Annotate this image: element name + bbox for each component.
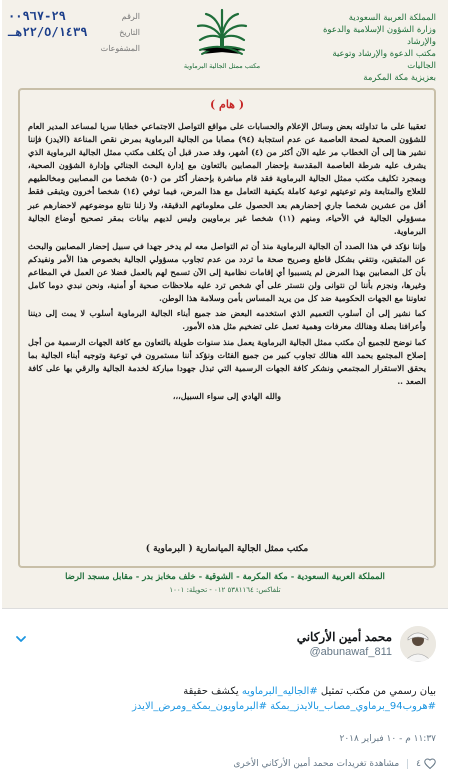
tweet-text	[14, 684, 436, 714]
tweet-actions	[233, 758, 436, 769]
avatar-icon	[400, 626, 436, 662]
ministry-line: بعزيزية مكة المكرمة	[363, 73, 436, 83]
like-button[interactable]	[416, 758, 436, 769]
author-name[interactable]: محمد أمين الأركاني	[296, 630, 392, 644]
attachments-row	[8, 40, 140, 56]
reference-block	[8, 8, 140, 56]
reference-number-row	[8, 8, 140, 24]
footer-address: المملكة العربية السعودية - مكة المكرمة - الشوقية - خلف مخابز بدر - مقابل مسجد الرضا	[65, 572, 385, 582]
letter-scan	[2, 0, 448, 609]
reference-date-row	[8, 24, 140, 40]
avatar[interactable]	[400, 626, 436, 662]
ministry-line: المملكة العربية السعودية	[348, 13, 436, 23]
date-label: التاريخ	[119, 27, 140, 37]
tweet-text-tail: يكشف حقيقة	[183, 686, 242, 697]
tweet-timestamp[interactable]: ١١:٣٧ م - ١٠ فبراير ٢٠١٨	[339, 734, 436, 744]
footer-fax: تلفاكس: ٥٣٨١١٦٤ ٠١٢ - تحويلة: ١٠٠١	[169, 586, 281, 594]
logo-caption: مكتب ممثل الجالية البرماوية	[183, 62, 261, 70]
ministry-line: مكتب الدعوة والإرشاد وتوعية الجاليات	[332, 49, 436, 71]
more-tweets-link[interactable]: مشاهدة تغريدات محمد أمين الأركاني الأخرى	[233, 758, 400, 769]
like-count: ٤	[416, 758, 421, 769]
letter-body	[28, 120, 426, 518]
letter-heading: ( هام )	[209, 98, 245, 111]
ministry-header	[306, 12, 436, 84]
heart-icon	[424, 758, 436, 769]
tweet-text-intro: بيان رسمي من مكتب تمثيل	[317, 686, 436, 697]
letter-footer	[12, 572, 438, 594]
palm-swords-emblem-icon	[176, 8, 268, 60]
letter-paragraph: وإننا نؤكد في هذا الصدد أن الجالية البرماوية منذ أن تم التواصل معه لم يدخر جهدا في سبيل إحضار المصابين والبحث عن المتبقين، ونتفي بشكل قاطع وصريح صحة ما تردد من عدم تجاوب مسؤولي الجالية بخصوص هذا الأمر ونفيدكم بأن كل المصابين بهذا المرض لم يتسببوا أي إقامات نظامية إلى الآن تسمح لهم بالعمل فضلا عن العمل في المطاعم وغيرها، ونجزم بأننا لن نتوانى ولن نتستر على أي شخص ترد عليه ملاحظات صحية أو أمنية، ونحن نبدي دوما كامل تعاوننا مع الجهات الحكومية ضد كل من يريد المساس بأمن وسلامة هذا الوطن.	[28, 240, 426, 304]
letter-signature: مكتب ممثل الجالية الميانمارية ( البرماوية )	[145, 544, 309, 554]
date-value: ٢٢/٥/١٤٣٩هـ	[8, 25, 88, 39]
author-handle[interactable]: @abunawaf_811	[309, 646, 392, 658]
number-label: الرقم	[121, 11, 140, 21]
hashtag-link[interactable]: #الجاليه_البرماويه	[241, 686, 318, 697]
hashtag-link[interactable]: #هروب94_برماوي_مصاب_بالايدز_بمكة	[270, 701, 436, 712]
letter-closing: والله الهادي إلى سواء السبيل،،،	[172, 390, 282, 401]
letter-paragraph: كما نوضح للجميع أن مكتب ممثل الجالية البرماوية يعمل منذ سنوات طويلة بالتعاون مع كافة الجهات الرسمية من أجل إصلاح المجتمع بحمد الله هنالك تجاوب كبير من جميع الفئات ونؤكد أننا مستمرون في توعية وتوجيه أبناء الجالية بما يحقق الاستقرار المجتمعي ونشكر كافة الجهات الرسمية التي تبذل جهودا مباركة لخدمة الجالية والرقي بها على كافة الصعد ..	[28, 336, 426, 386]
chevron-down-icon[interactable]	[14, 632, 28, 646]
letter-paragraph: تعقيبا على ما تداولته بعض وسائل الإعلام والحسابات على مواقع التواصل الاجتماعي خطابا سريا لمساعد المدير العام للشؤون الصحية لصحة العاصمة عن عدم استجابة (٩٤) مصابا من الجالية البرماوية بمرض نقص المناعة (الايدز) فإننا نشير هنا إلى أن الخطاب مر عليه الآن أكثر من (٤) أشهر، وقد صدر قبل أن يكلف مكتب ممثل الجالية البرماوية الذي يشرف عليه شرطة العاصمة المقدسة بإحضار المصابين بالتعاون مع إدارة البحث الجنائي وإدارة الشؤون الصحية، وبمجرد تكليف مكتب ممثل الجالية البرماوية فقد قام مباشرة بإحضار أكثر من (٥٠) شخصا من المصابين ومخالطيهم للعلاج والمتابعة وتم توعيتهم توعية كاملة بكيفية التعامل مع هذا المرض، فيما توفي (١٤) شخصا أخرون ويتبقى فقط أقل من عشرين شخصا جاري إحضارهم بعد الحصول على معلوماتهم الدقيقة، ولا زلنا نتابع موضوعهم لاحضارهم عبر مسؤولي الجالية في الأحياء، ومنهم (١١) شخصا غير برماويين وليس لديهم بيانات بمقر تصحيح أوضاع الجالية البرماوية.	[28, 121, 426, 236]
letter-body-frame	[18, 88, 436, 568]
divider	[407, 759, 408, 769]
hashtag-link[interactable]: #البرماويون_بمكة_ومرض_الايدز	[132, 701, 267, 712]
ministry-line: وزارة الشؤون الإسلامية والدعوة والإرشاد	[322, 25, 436, 47]
letterhead	[2, 0, 448, 83]
tweet-author[interactable]	[297, 630, 392, 658]
number-value: ٢٩-٠٠٩٦٧	[8, 9, 66, 23]
attachments-label: المشفوعات	[100, 43, 140, 53]
office-logo	[176, 8, 268, 68]
letter-paragraph: كما نشير إلى أن أسلوب التعميم الذي استخدمه البعض ضد جميع أبناء الجالية البرماوية أسلوب لا يمت إلى ديننا وأعرافنا بصلة وهنالك معرفات وهمية تعمل على تضخيم مثل هذه الأمور.	[28, 308, 426, 332]
tweet-card	[0, 610, 450, 776]
